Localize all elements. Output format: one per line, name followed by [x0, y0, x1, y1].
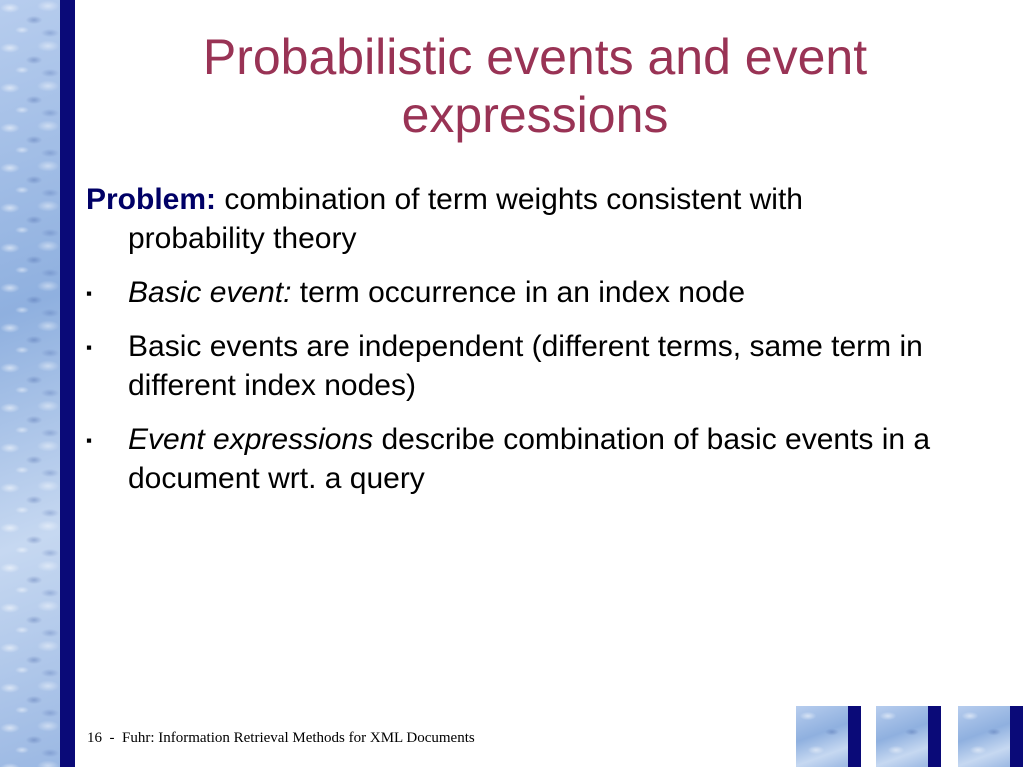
bullet-emphasis: Basic event: [128, 276, 292, 309]
intro-text: combination of term weights consistent with probability theory [128, 183, 803, 255]
tile-navy-bar [928, 706, 941, 767]
texture-strip [0, 0, 60, 767]
bullet-item [86, 420, 936, 498]
square-bullet-icon: ▪ [86, 338, 93, 357]
problem-label: Problem: [86, 183, 217, 216]
bullet-text: describe combination of basic events in a document wrt. a query [128, 423, 931, 495]
tile-texture [876, 706, 928, 767]
slide-title: Probabilistic events and event expressions [202, 29, 868, 143]
tile-texture [796, 706, 848, 767]
slide-body [86, 180, 936, 513]
square-bullet-icon: ▪ [86, 431, 93, 450]
tile-navy-bar [1010, 706, 1023, 767]
decorative-tile [796, 706, 861, 767]
tile-navy-bar [848, 706, 861, 767]
decorative-tile [876, 706, 941, 767]
tile-texture [958, 706, 1010, 767]
intro-paragraph [86, 180, 936, 258]
navy-side-bar [60, 0, 75, 767]
bullet-text: term occurrence in an index node [291, 276, 746, 309]
bullet-item [86, 273, 936, 312]
decorative-tile [958, 706, 1023, 767]
bullet-text: Basic events are independent (different terms, same term in different index nodes) [128, 330, 923, 402]
square-bullet-icon: ▪ [86, 284, 93, 303]
slide-footer: 16 - Fuhr: Information Retrieval Methods for XML Documents [87, 730, 475, 746]
bullet-item [86, 327, 936, 405]
bullet-emphasis: Event expressions [128, 423, 374, 456]
